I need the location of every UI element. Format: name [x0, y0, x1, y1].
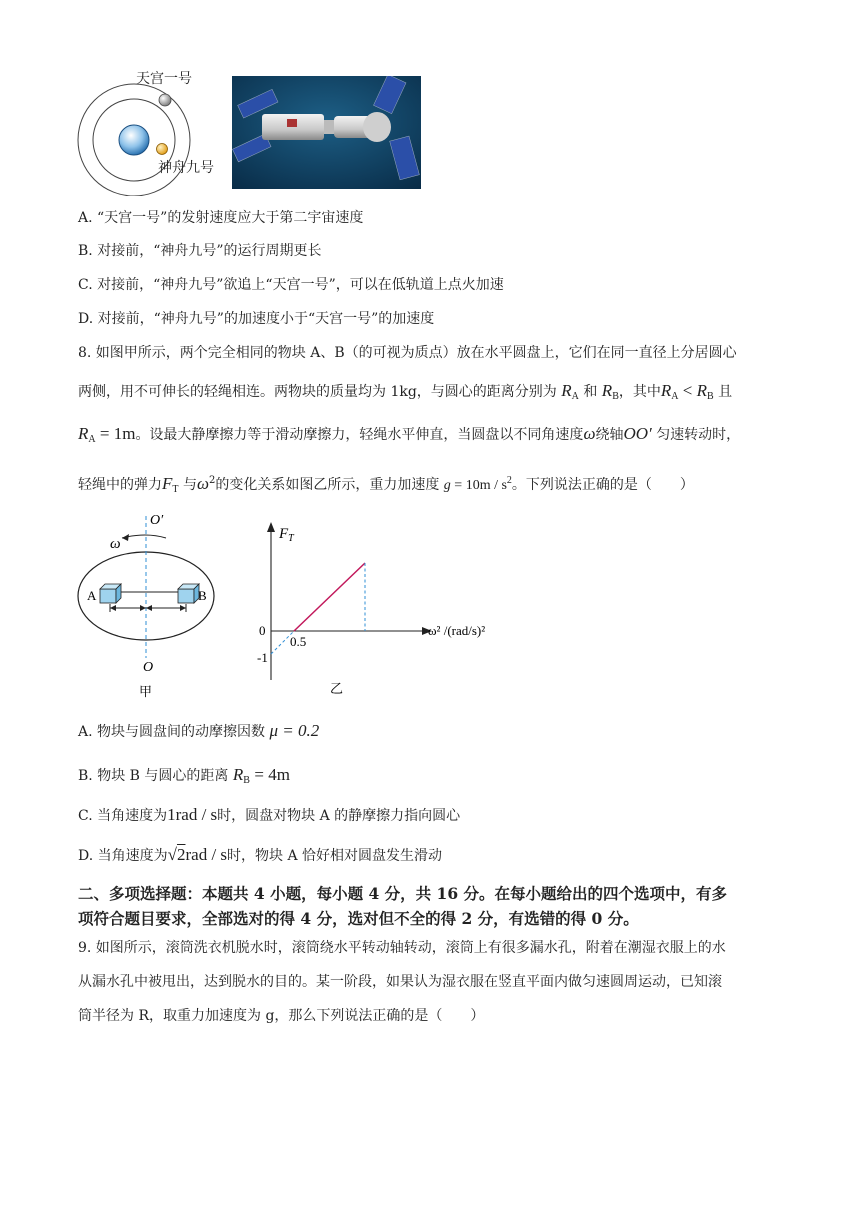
- graph-line: [294, 563, 365, 631]
- caption-yi: 乙: [330, 681, 344, 696]
- label-a: A: [87, 588, 97, 603]
- earth-icon: [119, 125, 149, 155]
- label-o: O: [143, 660, 154, 675]
- tick-05: 0.5: [290, 634, 307, 649]
- q8-option-b: B. 物块 B 与圆心的距离 $R_B = 4m$: [78, 765, 290, 786]
- label-tiangong: 天宫一号: [136, 71, 192, 87]
- section2-line-1: 二、多项选择题：本题共 4 小题，每小题 4 分，共 16 分。在每小题给出的四个选项中，有多: [78, 884, 728, 903]
- q9-line-2: 从漏水孔中被甩出，达到脱水的目的。某一阶段，如果认为湿衣服在竖直平面内做匀速圆周运动，已知滚: [78, 974, 722, 990]
- tick-0: 0: [259, 623, 266, 638]
- q7-option-d: D. 对接前，“神舟九号”的加速度小于“天宫一号”的加速度: [78, 311, 435, 327]
- shenzhou-icon: [157, 144, 168, 155]
- q8-option-d: D. 当角速度为√2rad / s时，物块 A 恰好相对圆盘发生滑动: [78, 845, 443, 864]
- x-axis-label: ω² /(rad/s)²: [428, 623, 486, 638]
- figure-yi: [250, 520, 510, 700]
- docking-photo: [232, 76, 421, 189]
- label-shenzhou: 神舟九号: [158, 160, 214, 176]
- q7-option-b: B. 对接前，“神舟九号”的运行周期更长: [78, 243, 322, 259]
- figure-jia: [70, 508, 230, 703]
- q8-option-a: A. 物块与圆盘间的动摩擦因数 μ = 0.2: [78, 721, 320, 740]
- q9-line-1: 9. 如图所示，滚筒洗衣机脱水时，滚筒绕水平转动轴转动，滚筒上有很多漏水孔，附着在潮湿衣服上的水: [78, 940, 726, 956]
- q7-option-a: A. “天宫一号”的发射速度应大于第二宇宙速度: [78, 210, 364, 226]
- label-o-prime: O′: [150, 513, 164, 528]
- q9-line-3: 筒半径为 R，取重力加速度为 g，那么下列说法正确的是（ ）: [78, 1008, 485, 1024]
- q8-line-2: 两侧，用不可伸长的轻绳相连。两物块的质量均为 1kg，与圆心的距离分别为 $R_A$ 和 $R_B$，其中$R_A < R_B$ 且: [78, 381, 733, 402]
- q8-line-4: 轻绳中的弹力$F_T$ 与$\omega^2$的变化关系如图乙所示，重力加速度 $g = 10m / s^2$。下列说法正确的是（ ）: [78, 474, 694, 495]
- label-omega: ω: [110, 536, 121, 552]
- block-b: [178, 584, 199, 603]
- label-b: B: [198, 588, 207, 603]
- tick-neg1: -1: [257, 650, 268, 665]
- q8-line-1: 8. 如图甲所示，两个完全相同的物块 A、B（的可视为质点）放在水平圆盘上，它们在同一直径上分居圆心: [78, 345, 737, 361]
- y-axis-label: $F_T$: [279, 526, 294, 544]
- q7-option-c: C. 对接前，“神舟九号”欲追上“天宫一号”，可以在低轨道上点火加速: [78, 277, 504, 293]
- q8-option-c: C. 当角速度为1rad / s时，圆盘对物块 A 的静摩擦力指向圆心: [78, 805, 461, 824]
- tiangong-icon: [159, 94, 171, 106]
- sqrt-2-icon: √2: [167, 845, 186, 864]
- caption-jia: 甲: [139, 684, 153, 699]
- section2-line-2: 项符合题目要求，全部选对的得 4 分，选对但不全的得 2 分，有选错的得 0 分。: [78, 909, 639, 928]
- block-a: [100, 584, 121, 603]
- q8-line-3: $R_A = 1m$。设最大静摩擦力等于滑动摩擦力，轻绳水平伸直，当圆盘以不同角速度ω绕轴OO′ 匀速转动时，: [78, 424, 741, 445]
